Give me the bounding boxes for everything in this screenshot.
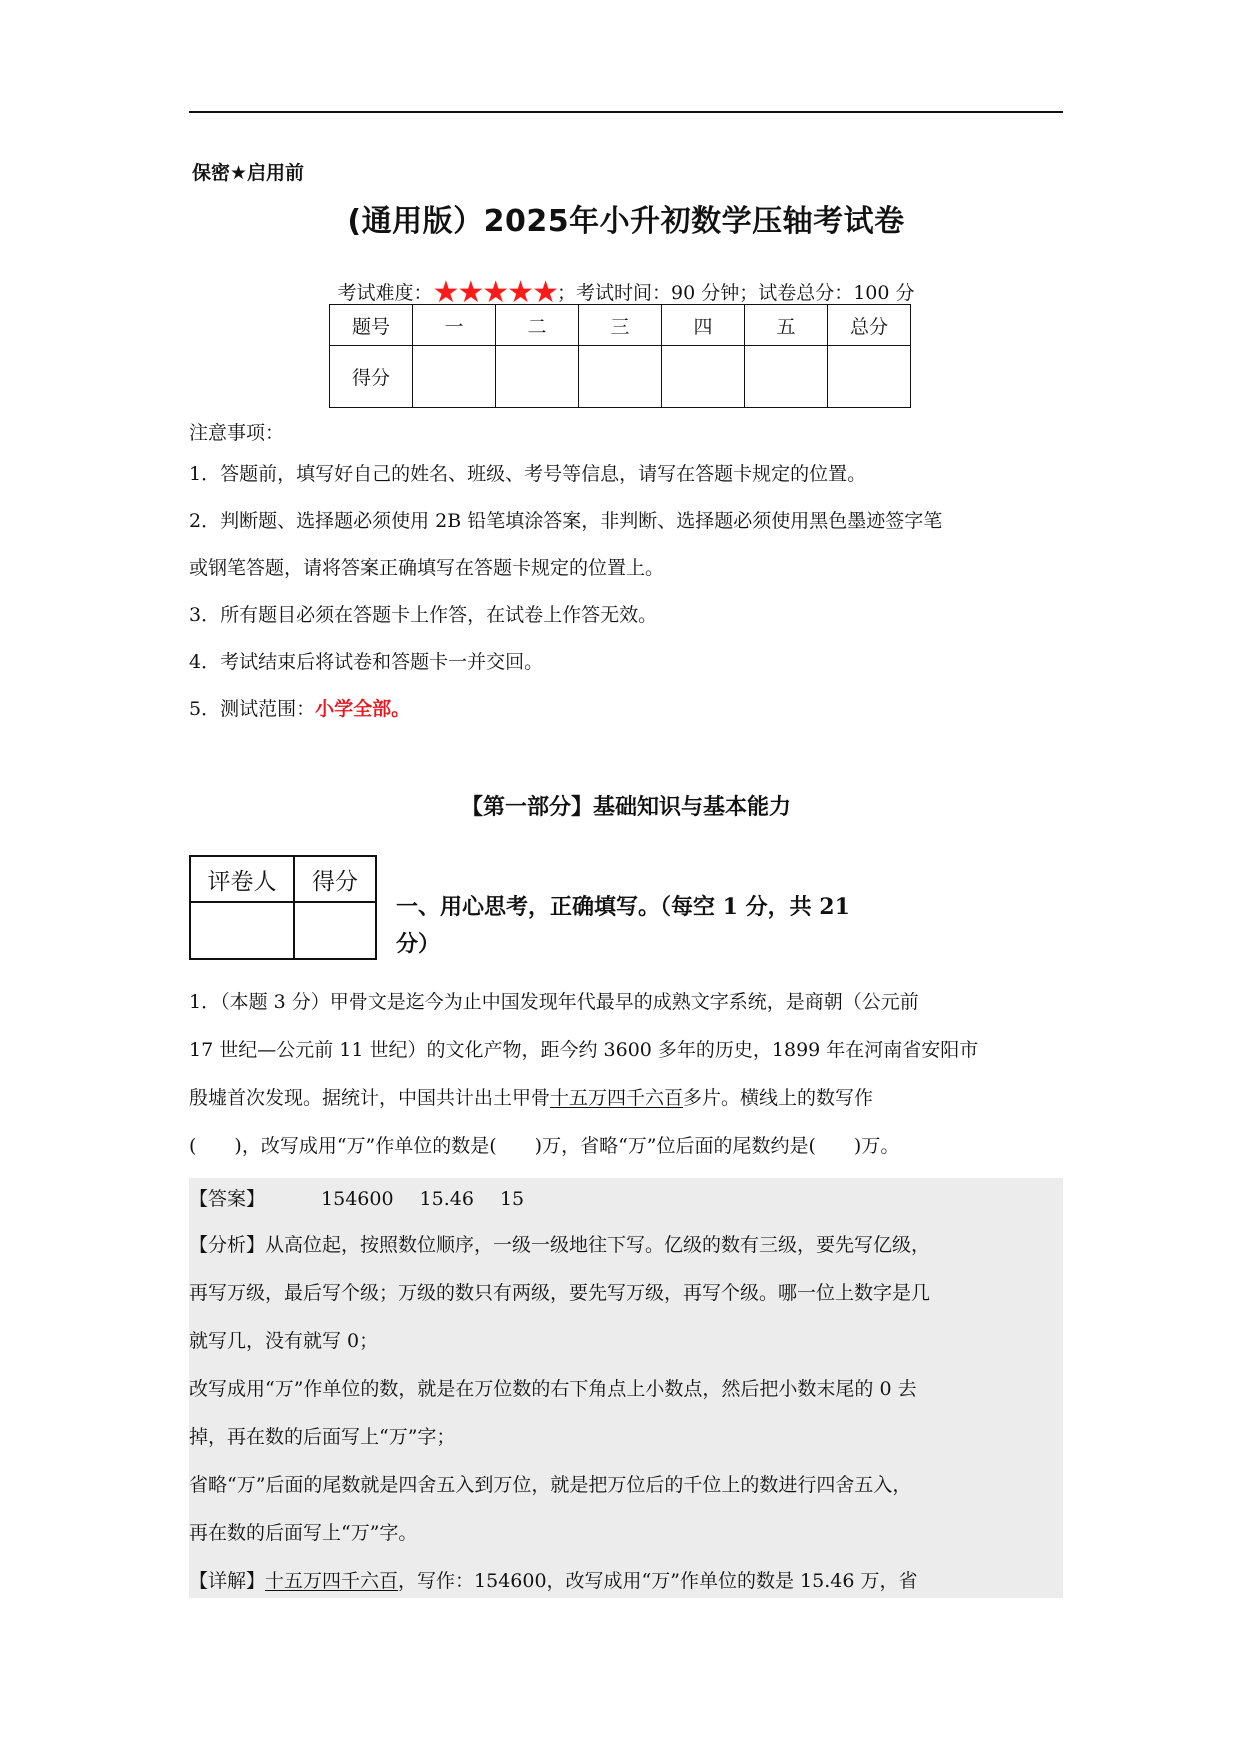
score-cell (662, 346, 745, 408)
question-text: 多片。横线上的数写作 (683, 1087, 874, 1109)
score-header-cell: 题号 (330, 305, 413, 346)
question-line: 17 世纪—公元前 11 世纪）的文化产物，距今约 3600 多年的历史，1899 年在河南省安阳市 (189, 1039, 979, 1061)
section-heading (396, 889, 916, 963)
notes-title: 注意事项： (189, 422, 285, 444)
exam-time-label: ；考试时间：90 分钟；试卷总分：100 分 (556, 282, 915, 304)
score-table-score-row (330, 346, 911, 408)
difficulty-label: 考试难度： (337, 282, 433, 304)
note-item-scope (189, 686, 1063, 733)
section-heading-line: 分） (396, 931, 441, 957)
analysis-line: 再在数的后面写上“万”字。 (189, 1522, 418, 1544)
score-cell (579, 346, 662, 408)
answer-line (189, 1184, 1063, 1211)
score-cell (745, 346, 828, 408)
note-item: 2．判断题、选择题必须使用 2B 铅笔填涂答案，非判断、选择题必须使用黑色墨迹签字笔 (189, 510, 943, 532)
note-item: 3．所有题目必须在答题卡上作答，在试卷上作答无效。 (189, 604, 658, 626)
score-cell (496, 346, 579, 408)
answer-value: 15.46 (419, 1188, 474, 1210)
analysis-line: 省略“万”后面的尾数就是四舍五入到万位，就是把万位后的千位上的数进行四舍五入， (189, 1474, 912, 1496)
score-table-header-row (330, 305, 911, 346)
score-header-cell: 二 (496, 305, 579, 346)
section-heading-line: 一、用心思考，正确填写。（每空 1 分，共 21 (396, 894, 850, 920)
analysis-line: 掉，再在数的后面写上“万”字； (189, 1426, 456, 1448)
detail-label: 【详解】 (189, 1570, 266, 1592)
question-text: 殷墟首次发现。据统计，中国共计出土甲骨 (189, 1087, 551, 1109)
answer-label: 【答案】 (189, 1188, 266, 1210)
grader-header-row (190, 856, 376, 902)
analysis-line: 【分析】从高位起，按照数位顺序，一级一级地往下写。亿级的数有三级，要先写亿级， (189, 1234, 931, 1256)
score-row-label: 得分 (330, 346, 413, 408)
part-heading: 【第一部分】基础知识与基本能力 (460, 795, 791, 820)
scope-label: 5．测试范围： (189, 698, 316, 720)
score-header-cell: 五 (745, 305, 828, 346)
detail-line (189, 1566, 1063, 1593)
analysis-line: 再写万级，最后写个级；万级的数只有两级，要先写万级，再写个级。哪一位上数字是几 (189, 1282, 931, 1304)
question-line: 1．（本题 3 分）甲骨文是迄今为止中国发现年代最早的成熟文字系统，是商朝（公元前 (189, 991, 919, 1013)
question-line (189, 1083, 1069, 1110)
underlined-number-text: 十五万四千六百 (550, 1087, 684, 1109)
score-header-cell: 四 (662, 305, 745, 346)
answer-value: 15 (499, 1188, 525, 1210)
note-item: 1．答题前，填写好自己的姓名、班级、考号等信息，请写在答题卡规定的位置。 (189, 463, 867, 485)
question-line-blanks: ( )，改写成用“万”作单位的数是( )万，省略“万”位后面的尾数约是( )万。 (189, 1135, 900, 1157)
difficulty-stars-icon: ★★★★★ (432, 275, 557, 310)
score-header-cell: 一 (413, 305, 496, 346)
scope-value: 小学全部。 (315, 698, 411, 720)
grader-header-cell: 得分 (294, 856, 376, 902)
score-table (329, 304, 911, 408)
header-rule (189, 111, 1063, 113)
score-header-cell: 三 (579, 305, 662, 346)
grader-blank-row (190, 902, 376, 959)
score-header-cell: 总分 (828, 305, 911, 346)
score-cell (828, 346, 911, 408)
grader-cell (294, 902, 376, 959)
note-item: 4．考试结束后将试卷和答题卡一并交回。 (189, 651, 544, 673)
confidential-label: 保密★启用前 (192, 162, 305, 184)
analysis-line: 就写几，没有就写 0； (189, 1330, 379, 1352)
grader-table (189, 855, 377, 960)
detail-text: ，写作：154600，改写成用“万”作单位的数是 15.46 万，省 (398, 1570, 918, 1592)
page-title: (通用版）2025年小升初数学压轴考试卷 (347, 204, 905, 239)
answer-value: 154600 (321, 1188, 394, 1210)
grader-header-cell: 评卷人 (190, 856, 294, 902)
note-item: 或钢笔答题，请将答案正确填写在答题卡规定的位置上。 (189, 557, 665, 579)
score-cell (413, 346, 496, 408)
grader-cell (190, 902, 294, 959)
analysis-line: 改写成用“万”作单位的数，就是在万位数的右下角点上小数点，然后把小数末尾的 0 去 (189, 1378, 917, 1400)
underlined-number-text: 十五万四千六百 (265, 1570, 399, 1592)
